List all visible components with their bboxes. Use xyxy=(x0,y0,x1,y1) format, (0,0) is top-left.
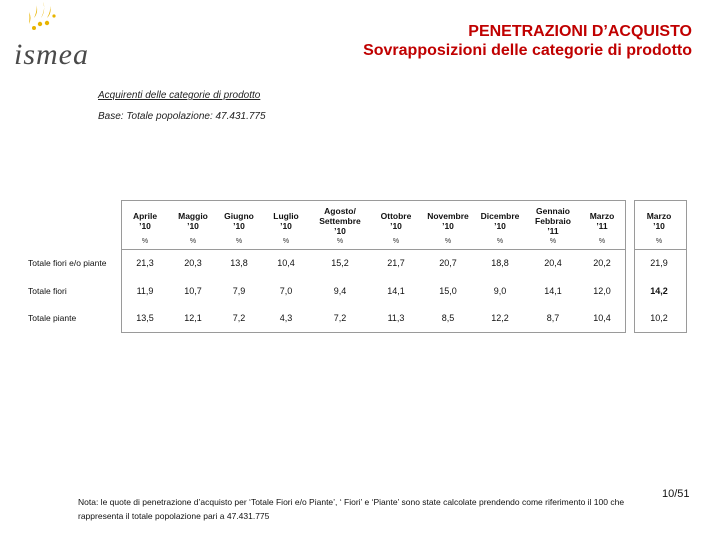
section-heading: Acquirenti delle categorie di prodotto xyxy=(98,90,261,101)
row-label: Totale piante xyxy=(28,313,77,323)
footnote: Nota: le quote di penetrazione d’acquisto per ‘Totale Fiori e/o Piante’, ‘ Fiori’ e ‘Piante’ sono state calcolate prendendo come riferimento il 100 che rappresenta il totale popolazione pari a 47.431.775 xyxy=(78,497,625,521)
logo-wordmark: ismea xyxy=(14,38,89,71)
table-cell: 7,0 xyxy=(279,286,293,296)
unit-label: % xyxy=(336,238,344,245)
table-cell: 20,2 xyxy=(593,258,611,268)
table-cell: 15,2 xyxy=(331,258,349,268)
table-cell: 14,1 xyxy=(387,286,405,296)
unit-label: % xyxy=(549,238,557,245)
unit-label: % xyxy=(444,238,452,245)
column-header: Marzo ’10 xyxy=(646,211,672,231)
unit-label: % xyxy=(392,238,400,245)
row-label: Totale fiori xyxy=(28,286,67,296)
table-cell: 10,7 xyxy=(184,286,202,296)
table-header-divider xyxy=(634,249,687,250)
table-cell: 11,3 xyxy=(387,313,405,323)
row-label: Totale fiori e/o piante xyxy=(28,258,107,268)
base-description: Base: Totale popolazione: 47.431.775 xyxy=(98,111,266,122)
table-cell: 10,4 xyxy=(593,313,611,323)
table-cell: 13,5 xyxy=(136,313,154,323)
column-header: Gennaio Febbraio ’11 xyxy=(535,206,571,236)
page-subtitle: Sovrapposizioni delle categorie di prodotto xyxy=(363,42,692,59)
unit-label: % xyxy=(598,238,606,245)
unit-label: % xyxy=(282,238,290,245)
table-cell: 15,0 xyxy=(439,286,457,296)
column-header: Ottobre ’10 xyxy=(380,211,412,231)
table-cell: 14,2 xyxy=(650,286,668,296)
table-cell: 20,3 xyxy=(184,258,202,268)
unit-label: % xyxy=(235,238,243,245)
ismea-logo xyxy=(14,2,114,70)
table-cell: 20,4 xyxy=(544,258,562,268)
table-cell: 21,3 xyxy=(136,258,154,268)
table-cell: 8,5 xyxy=(441,313,455,323)
table-cell: 12,1 xyxy=(184,313,202,323)
table-cell: 9,4 xyxy=(333,286,347,296)
table-cell: 21,9 xyxy=(650,258,668,268)
table-cell: 13,8 xyxy=(230,258,248,268)
table-cell: 12,0 xyxy=(593,286,611,296)
column-header: Aprile ’10 xyxy=(132,211,158,231)
table-cell: 4,3 xyxy=(279,313,293,323)
unit-label: % xyxy=(189,238,197,245)
table-cell: 10,4 xyxy=(277,258,295,268)
table-cell: 11,9 xyxy=(136,286,154,296)
header xyxy=(363,22,692,60)
table-cell: 7,2 xyxy=(232,313,246,323)
table-cell: 20,7 xyxy=(439,258,457,268)
column-header: Giugno ’10 xyxy=(224,211,254,231)
table-cell: 7,9 xyxy=(232,286,246,296)
table-cell: 18,8 xyxy=(491,258,509,268)
column-header: Dicembre ’10 xyxy=(480,211,520,231)
column-header: Novembre ’10 xyxy=(427,211,469,231)
table-header-divider xyxy=(121,249,626,250)
table-cell: 21,7 xyxy=(387,258,405,268)
logo-mark-icon xyxy=(14,2,74,38)
unit-label: % xyxy=(496,238,504,245)
table-cell: 12,2 xyxy=(491,313,509,323)
column-header: Marzo ’11 xyxy=(589,211,615,231)
unit-label: % xyxy=(141,238,149,245)
page-number: 10/51 xyxy=(662,488,690,500)
table-cell: 8,7 xyxy=(546,313,560,323)
page-title: PENETRAZIONI D’ACQUISTO xyxy=(468,23,692,40)
table-cell: 14,1 xyxy=(544,286,562,296)
table-cell: 7,2 xyxy=(333,313,347,323)
table-cell: 10,2 xyxy=(650,313,668,323)
unit-label: % xyxy=(655,238,663,245)
column-header: Maggio ’10 xyxy=(178,211,208,231)
table-cell: 9,0 xyxy=(493,286,507,296)
column-header: Agosto/ Settembre ’10 xyxy=(319,206,361,236)
column-header: Luglio ’10 xyxy=(273,211,299,231)
